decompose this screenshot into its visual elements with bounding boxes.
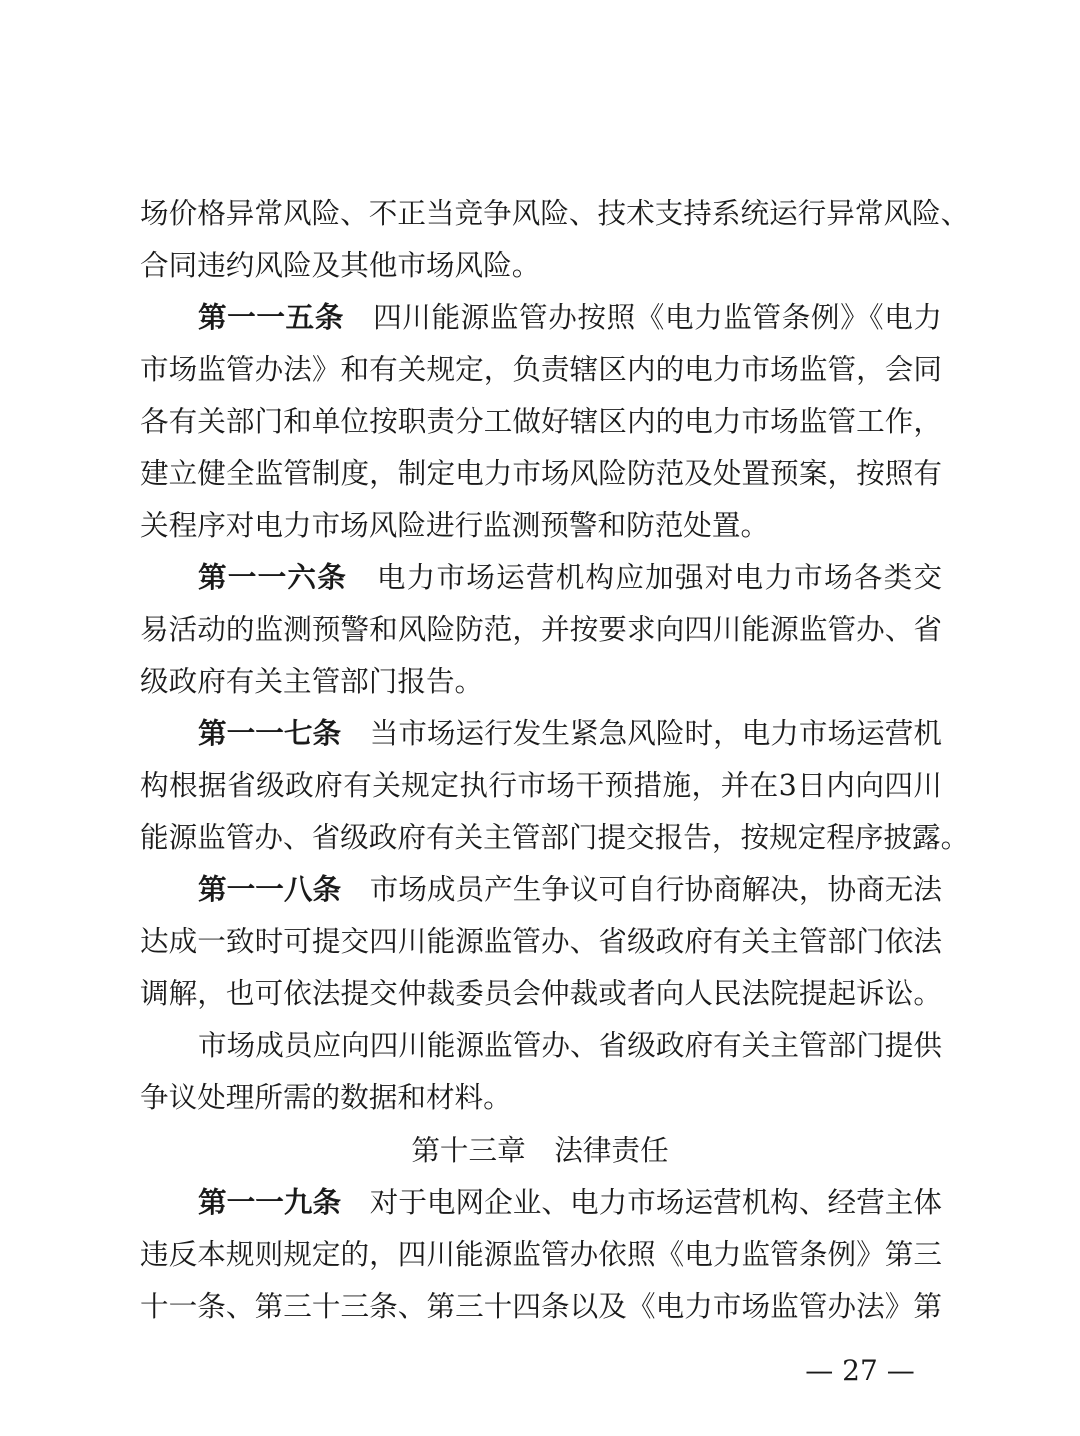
page-number: — 27 —: [805, 1354, 915, 1387]
text-line: 市场监管办法》和有关规定，负责辖区内的电力市场监管，会同: [140, 352, 942, 386]
article-number: 第一一五条: [198, 300, 344, 334]
text-span: 电力市场运营机构应加强对电力市场各类交: [376, 560, 942, 594]
text-line: 级政府有关主管部门报告。: [140, 664, 484, 698]
article-number: 第一一七条: [198, 716, 342, 750]
text-line: 市场成员应向四川能源监管办、省级政府有关主管部门提供: [198, 1028, 942, 1062]
text-line: 构根据省级政府有关规定执行市场干预措施，并在3日内向四川: [140, 768, 942, 802]
article-number: 第一一九条: [198, 1185, 342, 1219]
text-span: 当市场运行发生紧急风险时，电力市场运营机: [369, 716, 942, 750]
text-line: 合同违约风险及其他市场风险。: [140, 248, 541, 282]
text-span: 市场成员产生争议可自行协商解决，协商无法: [369, 872, 942, 906]
text-line: 关程序对电力市场风险进行监测预警和防范处置。: [140, 508, 770, 542]
article-115-first-line: [198, 300, 942, 334]
text-line: 各有关部门和单位按职责分工做好辖区内的电力市场监管工作，: [140, 404, 942, 438]
text-line: 建立健全监管制度，制定电力市场风险防范及处置预案，按照有: [140, 456, 942, 490]
text-span: 对于电网企业、电力市场运营机构、经营主体: [369, 1185, 942, 1219]
text-line: 能源监管办、省级政府有关主管部门提交报告，按规定程序披露。: [140, 820, 970, 854]
text-line: 场价格异常风险、不正当竞争风险、技术支持系统运行异常风险、: [140, 196, 970, 230]
text-line: 调解，也可依法提交仲裁委员会仲裁或者向人民法院提起诉讼。: [140, 976, 942, 1010]
text-line: 易活动的监测预警和风险防范，并按要求向四川能源监管办、省: [140, 612, 942, 646]
text-line: 十一条、第三十三条、第三十四条以及《电力市场监管办法》第: [140, 1289, 942, 1323]
text-span: 四川能源监管办按照《电力监管条例》《电力: [373, 300, 942, 334]
article-119-first-line: [198, 1185, 942, 1219]
chapter-heading: 第十三章 法律责任: [411, 1133, 669, 1167]
article-116-first-line: [198, 560, 942, 594]
article-number: 第一一八条: [198, 872, 342, 906]
article-number: 第一一六条: [198, 560, 348, 594]
article-118-first-line: [198, 872, 942, 906]
text-line: 达成一致时可提交四川能源监管办、省级政府有关主管部门依法: [140, 924, 942, 958]
text-line: 争议处理所需的数据和材料。: [140, 1080, 512, 1114]
text-line: 违反本规则规定的，四川能源监管办依照《电力监管条例》第三: [140, 1237, 942, 1271]
article-117-first-line: [198, 716, 942, 750]
